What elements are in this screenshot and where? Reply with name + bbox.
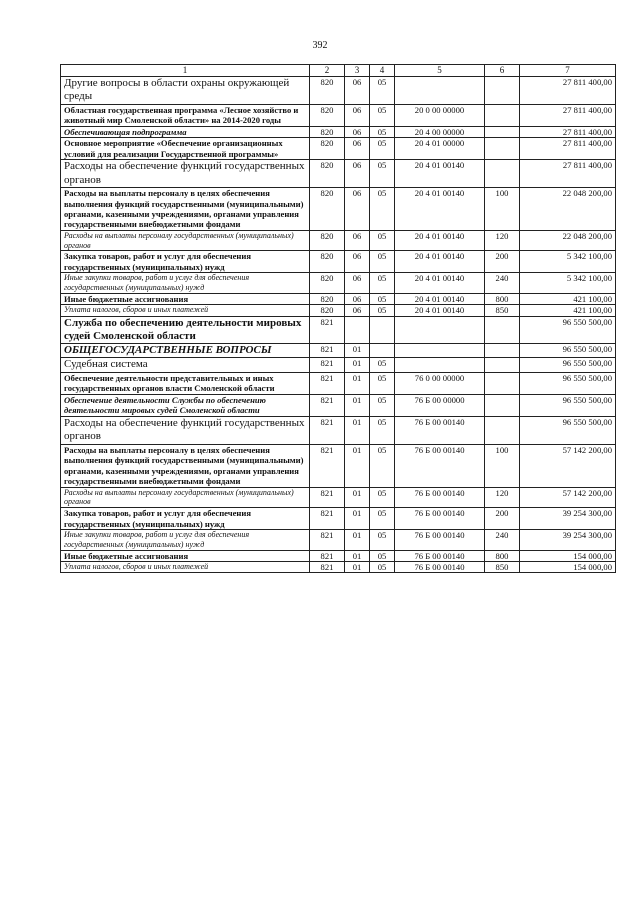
code-cell-6 <box>485 372 520 394</box>
code-cell-3: 06 <box>345 188 370 231</box>
row-name-cell: Иные закупки товаров, работ и услуг для обеспечения государственных (муниципальных) нужд <box>61 273 310 294</box>
code-cell-2: 820 <box>310 160 345 188</box>
code-cell-6 <box>485 394 520 416</box>
amount-cell: 96 550 500,00 <box>520 344 616 358</box>
amount-cell: 154 000,00 <box>520 562 616 573</box>
amount-cell: 39 254 300,00 <box>520 530 616 551</box>
code-cell-4: 05 <box>370 444 395 487</box>
amount-cell: 57 142 200,00 <box>520 444 616 487</box>
code-cell-2: 820 <box>310 305 345 316</box>
row-name-cell: Расходы на обеспечение функций государственных органов <box>61 416 310 444</box>
code-cell-6 <box>485 138 520 160</box>
code-cell-5: 20 4 01 00140 <box>395 273 485 294</box>
code-cell-4: 05 <box>370 416 395 444</box>
row-name-cell: Расходы на выплаты персоналу государственных (муниципальных) органов <box>61 487 310 508</box>
row-name-cell: Судебная система <box>61 358 310 372</box>
row-name-cell: Иные закупки товаров, работ и услуг для обеспечения государственных (муниципальных) нужд <box>61 530 310 551</box>
header-cell: 3 <box>345 65 370 77</box>
amount-cell: 96 550 500,00 <box>520 316 616 343</box>
amount-cell: 27 811 400,00 <box>520 160 616 188</box>
table-row <box>61 273 616 294</box>
code-cell-4: 05 <box>370 372 395 394</box>
table-row <box>61 188 616 231</box>
code-cell-3: 01 <box>345 508 370 530</box>
code-cell-2: 820 <box>310 76 345 104</box>
code-cell-5: 20 0 00 00000 <box>395 104 485 126</box>
amount-cell: 154 000,00 <box>520 550 616 561</box>
amount-cell: 96 550 500,00 <box>520 372 616 394</box>
amount-cell: 27 811 400,00 <box>520 76 616 104</box>
table-row <box>61 126 616 137</box>
row-name-cell: Иные бюджетные ассигнования <box>61 293 310 304</box>
header-cell: 2 <box>310 65 345 77</box>
amount-cell: 96 550 500,00 <box>520 394 616 416</box>
header-cell: 1 <box>61 65 310 77</box>
row-name-cell: Обеспечение деятельности представительных и иных государственных органов власти Смоленской области <box>61 372 310 394</box>
amount-cell: 96 550 500,00 <box>520 358 616 372</box>
code-cell-2: 820 <box>310 230 345 251</box>
table-row <box>61 160 616 188</box>
code-cell-3: 01 <box>345 344 370 358</box>
row-name-cell: Иные бюджетные ассигнования <box>61 550 310 561</box>
code-cell-5: 76 Б 00 00140 <box>395 444 485 487</box>
code-cell-2: 821 <box>310 358 345 372</box>
code-cell-3: 06 <box>345 251 370 273</box>
table-row <box>61 530 616 551</box>
code-cell-6: 800 <box>485 293 520 304</box>
code-cell-4: 05 <box>370 230 395 251</box>
code-cell-6: 120 <box>485 230 520 251</box>
code-cell-6 <box>485 160 520 188</box>
table-row <box>61 251 616 273</box>
row-name-cell: Закупка товаров, работ и услуг для обеспечения государственных (муниципальных) нужд <box>61 508 310 530</box>
code-cell-5: 76 Б 00 00140 <box>395 416 485 444</box>
amount-cell: 22 048 200,00 <box>520 230 616 251</box>
code-cell-5: 76 Б 00 00140 <box>395 530 485 551</box>
code-cell-3: 06 <box>345 293 370 304</box>
code-cell-6 <box>485 358 520 372</box>
amount-cell: 22 048 200,00 <box>520 188 616 231</box>
code-cell-6 <box>485 104 520 126</box>
code-cell-2: 820 <box>310 126 345 137</box>
code-cell-3: 01 <box>345 372 370 394</box>
code-cell-5: 20 4 01 00140 <box>395 293 485 304</box>
code-cell-3: 01 <box>345 358 370 372</box>
header-row <box>61 65 616 77</box>
code-cell-2: 820 <box>310 104 345 126</box>
table-row <box>61 416 616 444</box>
code-cell-3: 01 <box>345 562 370 573</box>
code-cell-2: 821 <box>310 508 345 530</box>
code-cell-2: 821 <box>310 444 345 487</box>
row-name-cell: Расходы на выплаты персоналу государственных (муниципальных) органов <box>61 230 310 251</box>
code-cell-5 <box>395 358 485 372</box>
code-cell-5: 20 4 01 00140 <box>395 188 485 231</box>
amount-cell: 57 142 200,00 <box>520 487 616 508</box>
row-name-cell: Основное мероприятие «Обеспечение организационных условий для реализации Государственной программы» <box>61 138 310 160</box>
amount-cell: 27 811 400,00 <box>520 126 616 137</box>
code-cell-5 <box>395 344 485 358</box>
code-cell-5: 76 Б 00 00140 <box>395 487 485 508</box>
code-cell-4: 05 <box>370 550 395 561</box>
header-cell: 7 <box>520 65 616 77</box>
code-cell-2: 821 <box>310 372 345 394</box>
code-cell-2: 820 <box>310 251 345 273</box>
code-cell-6: 100 <box>485 444 520 487</box>
table-row <box>61 372 616 394</box>
table-row <box>61 394 616 416</box>
code-cell-5: 76 Б 00 00140 <box>395 562 485 573</box>
table-row <box>61 358 616 372</box>
code-cell-6: 850 <box>485 305 520 316</box>
row-name-cell: Закупка товаров, работ и услуг для обеспечения государственных (муниципальных) нужд <box>61 251 310 273</box>
amount-cell: 39 254 300,00 <box>520 508 616 530</box>
row-name-cell: Расходы на выплаты персоналу в целях обеспечения выполнения функций государственными (муниципальными) органами, казенными учреждениями, органами управления государственными внебюджетными фондами <box>61 444 310 487</box>
code-cell-2: 821 <box>310 530 345 551</box>
code-cell-5 <box>395 76 485 104</box>
table-row <box>61 305 616 316</box>
row-name-cell: Уплата налогов, сборов и иных платежей <box>61 562 310 573</box>
code-cell-4: 05 <box>370 126 395 137</box>
code-cell-5 <box>395 316 485 343</box>
code-cell-4: 05 <box>370 104 395 126</box>
code-cell-2: 821 <box>310 416 345 444</box>
code-cell-5: 20 4 01 00140 <box>395 230 485 251</box>
code-cell-3: 01 <box>345 530 370 551</box>
code-cell-5: 20 4 01 00000 <box>395 138 485 160</box>
table-row <box>61 316 616 343</box>
budget-table <box>60 64 616 573</box>
page-number: 392 <box>312 40 328 51</box>
code-cell-3 <box>345 316 370 343</box>
row-name-cell: ОБЩЕГОСУДАРСТВЕННЫЕ ВОПРОСЫ <box>61 344 310 358</box>
code-cell-4: 05 <box>370 487 395 508</box>
header-cell: 4 <box>370 65 395 77</box>
code-cell-3: 01 <box>345 444 370 487</box>
amount-cell: 27 811 400,00 <box>520 104 616 126</box>
code-cell-4: 05 <box>370 293 395 304</box>
code-cell-6: 200 <box>485 251 520 273</box>
code-cell-5: 20 4 01 00140 <box>395 305 485 316</box>
code-cell-2: 820 <box>310 138 345 160</box>
code-cell-4: 05 <box>370 530 395 551</box>
code-cell-2: 821 <box>310 344 345 358</box>
code-cell-4: 05 <box>370 188 395 231</box>
code-cell-6: 240 <box>485 530 520 551</box>
table-row <box>61 344 616 358</box>
code-cell-3: 06 <box>345 126 370 137</box>
code-cell-2: 821 <box>310 316 345 343</box>
row-name-cell: Уплата налогов, сборов и иных платежей <box>61 305 310 316</box>
code-cell-6 <box>485 416 520 444</box>
table-row <box>61 508 616 530</box>
code-cell-2: 821 <box>310 562 345 573</box>
row-name-cell: Областная государственная программа «Лесное хозяйство и животный мир Смоленской области» на 2014-2020 годы <box>61 104 310 126</box>
table-row <box>61 444 616 487</box>
table-row <box>61 550 616 561</box>
code-cell-6: 800 <box>485 550 520 561</box>
code-cell-3: 01 <box>345 416 370 444</box>
code-cell-4: 05 <box>370 251 395 273</box>
code-cell-6: 200 <box>485 508 520 530</box>
code-cell-4 <box>370 344 395 358</box>
code-cell-4 <box>370 316 395 343</box>
row-name-cell: Обеспечивающая подпрограмма <box>61 126 310 137</box>
code-cell-5: 20 4 01 00140 <box>395 160 485 188</box>
code-cell-6: 120 <box>485 487 520 508</box>
code-cell-3: 06 <box>345 138 370 160</box>
code-cell-4: 05 <box>370 160 395 188</box>
row-name-cell: Служба по обеспечению деятельности мировых судей Смоленской области <box>61 316 310 343</box>
code-cell-2: 821 <box>310 394 345 416</box>
table-row <box>61 76 616 104</box>
row-name-cell: Расходы на обеспечение функций государственных органов <box>61 160 310 188</box>
header-cell: 5 <box>395 65 485 77</box>
code-cell-6: 100 <box>485 188 520 231</box>
code-cell-6: 850 <box>485 562 520 573</box>
code-cell-5: 76 0 00 00000 <box>395 372 485 394</box>
code-cell-4: 05 <box>370 76 395 104</box>
code-cell-2: 820 <box>310 188 345 231</box>
code-cell-3: 06 <box>345 305 370 316</box>
amount-cell: 421 100,00 <box>520 305 616 316</box>
row-name-cell: Обеспечение деятельности Службы по обеспечению деятельности мировых судей Смоленской области <box>61 394 310 416</box>
code-cell-2: 820 <box>310 293 345 304</box>
code-cell-3: 06 <box>345 160 370 188</box>
code-cell-2: 820 <box>310 273 345 294</box>
code-cell-6 <box>485 344 520 358</box>
code-cell-5: 20 4 01 00140 <box>395 251 485 273</box>
row-name-cell: Расходы на выплаты персоналу в целях обеспечения выполнения функций государственными (муниципальными) органами, казенными учреждениями, органами управления государственными внебюджетными фондами <box>61 188 310 231</box>
code-cell-3: 01 <box>345 550 370 561</box>
code-cell-4: 05 <box>370 273 395 294</box>
amount-cell: 5 342 100,00 <box>520 251 616 273</box>
table-row <box>61 293 616 304</box>
code-cell-6 <box>485 316 520 343</box>
header-cell: 6 <box>485 65 520 77</box>
amount-cell: 96 550 500,00 <box>520 416 616 444</box>
amount-cell: 27 811 400,00 <box>520 138 616 160</box>
code-cell-3: 06 <box>345 230 370 251</box>
table-row <box>61 230 616 251</box>
code-cell-4: 05 <box>370 358 395 372</box>
code-cell-4: 05 <box>370 508 395 530</box>
code-cell-5: 20 4 00 00000 <box>395 126 485 137</box>
code-cell-6 <box>485 126 520 137</box>
code-cell-3: 06 <box>345 104 370 126</box>
code-cell-5: 76 Б 00 00140 <box>395 550 485 561</box>
code-cell-5: 76 Б 00 00000 <box>395 394 485 416</box>
code-cell-3: 06 <box>345 76 370 104</box>
code-cell-4: 05 <box>370 138 395 160</box>
amount-cell: 421 100,00 <box>520 293 616 304</box>
amount-cell: 5 342 100,00 <box>520 273 616 294</box>
code-cell-4: 05 <box>370 305 395 316</box>
code-cell-3: 01 <box>345 394 370 416</box>
row-name-cell: Другие вопросы в области охраны окружающей среды <box>61 76 310 104</box>
code-cell-3: 01 <box>345 487 370 508</box>
code-cell-6 <box>485 76 520 104</box>
code-cell-2: 821 <box>310 487 345 508</box>
table-row <box>61 138 616 160</box>
table-row <box>61 562 616 573</box>
code-cell-2: 821 <box>310 550 345 561</box>
code-cell-6: 240 <box>485 273 520 294</box>
code-cell-5: 76 Б 00 00140 <box>395 508 485 530</box>
table-row <box>61 104 616 126</box>
code-cell-4: 05 <box>370 562 395 573</box>
table-row <box>61 487 616 508</box>
code-cell-3: 06 <box>345 273 370 294</box>
code-cell-4: 05 <box>370 394 395 416</box>
